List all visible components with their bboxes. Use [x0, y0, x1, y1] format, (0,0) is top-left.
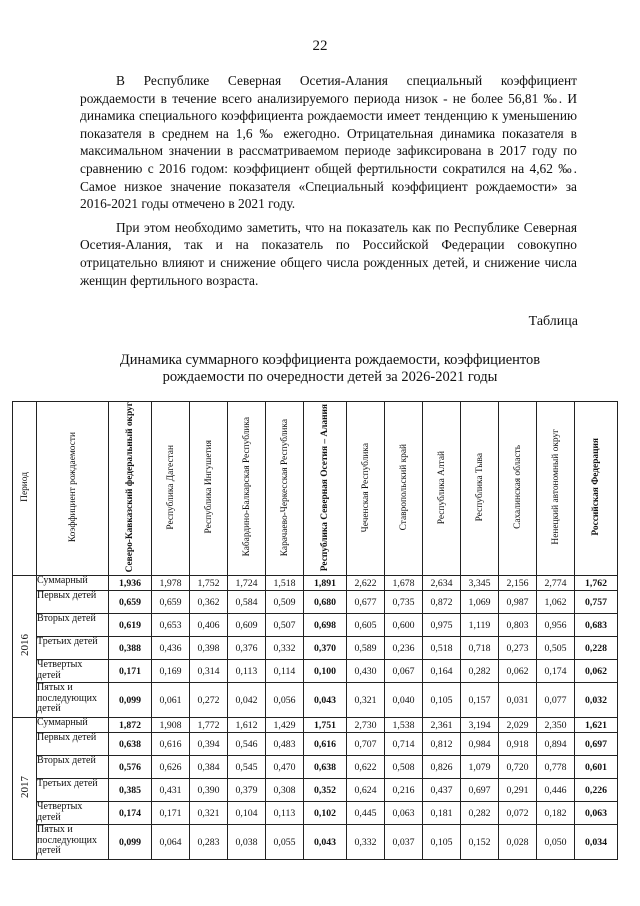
value-cell: 0,031	[499, 683, 537, 718]
value-cell: 0,273	[499, 637, 537, 660]
value-cell: 1,678	[385, 576, 423, 591]
value-cell: 0,508	[385, 756, 423, 779]
value-cell: 0,622	[347, 756, 385, 779]
value-cell: 0,332	[266, 637, 304, 660]
value-cell: 1,119	[461, 614, 499, 637]
header-nenets: Ненецкий автономный округ	[537, 402, 575, 576]
coefficient-label: Суммарный	[37, 718, 109, 733]
value-cell: 0,509	[266, 591, 304, 614]
value-cell: 0,975	[423, 614, 461, 637]
table-row	[13, 779, 618, 802]
value-cell: 0,291	[499, 779, 537, 802]
table-body	[13, 576, 618, 860]
table-row	[13, 614, 618, 637]
value-cell: 0,609	[228, 614, 266, 637]
value-cell: 0,757	[575, 591, 618, 614]
header-kabardino-balkaria: Кабардино-Балкарская Республика	[228, 402, 266, 576]
value-cell: 0,659	[152, 591, 190, 614]
value-cell: 1,762	[575, 576, 618, 591]
value-cell: 0,826	[423, 756, 461, 779]
value-cell: 0,605	[347, 614, 385, 637]
value-cell: 0,616	[304, 733, 347, 756]
value-cell: 0,707	[347, 733, 385, 756]
coefficient-label: Суммарный	[37, 576, 109, 591]
value-cell: 0,437	[423, 779, 461, 802]
table-row	[13, 756, 618, 779]
period-cell: 2017	[13, 718, 37, 860]
value-cell: 0,445	[347, 802, 385, 825]
value-cell: 0,446	[537, 779, 575, 802]
value-cell: 0,067	[385, 660, 423, 683]
value-cell: 0,576	[109, 756, 152, 779]
coefficient-label: Третьих детей	[37, 779, 109, 802]
value-cell: 0,518	[423, 637, 461, 660]
header-russia: Российская Федерация	[575, 402, 618, 576]
value-cell: 1,872	[109, 718, 152, 733]
value-cell: 0,803	[499, 614, 537, 637]
value-cell: 0,683	[575, 614, 618, 637]
value-cell: 0,182	[537, 802, 575, 825]
value-cell: 0,638	[109, 733, 152, 756]
coefficient-label: Первых детей	[37, 733, 109, 756]
value-cell: 0,152	[461, 825, 499, 860]
value-cell: 0,406	[190, 614, 228, 637]
table-row	[13, 802, 618, 825]
value-cell: 0,659	[109, 591, 152, 614]
value-cell: 0,114	[266, 660, 304, 683]
value-cell: 0,984	[461, 733, 499, 756]
coefficient-label: Пятых и последующих детей	[37, 825, 109, 860]
value-cell: 0,321	[190, 802, 228, 825]
value-cell: 0,181	[423, 802, 461, 825]
value-cell: 0,332	[347, 825, 385, 860]
value-cell: 0,174	[537, 660, 575, 683]
value-cell: 0,584	[228, 591, 266, 614]
value-cell: 0,680	[304, 591, 347, 614]
value-cell: 0,282	[461, 660, 499, 683]
value-cell: 0,272	[190, 683, 228, 718]
value-cell: 0,390	[190, 779, 228, 802]
value-cell: 1,079	[461, 756, 499, 779]
value-cell: 1,751	[304, 718, 347, 733]
coefficient-label: Вторых детей	[37, 614, 109, 637]
value-cell: 0,308	[266, 779, 304, 802]
value-cell: 0,236	[385, 637, 423, 660]
coefficient-label: Первых детей	[37, 591, 109, 614]
value-cell: 0,283	[190, 825, 228, 860]
value-cell: 0,062	[499, 660, 537, 683]
value-cell: 0,072	[499, 802, 537, 825]
value-cell: 0,987	[499, 591, 537, 614]
value-cell: 0,956	[537, 614, 575, 637]
value-cell: 0,100	[304, 660, 347, 683]
period-cell: 2016	[13, 576, 37, 718]
value-cell: 0,077	[537, 683, 575, 718]
fertility-table	[12, 401, 618, 860]
value-cell: 1,429	[266, 718, 304, 733]
value-cell: 0,099	[109, 825, 152, 860]
value-cell: 0,063	[575, 802, 618, 825]
value-cell: 0,062	[575, 660, 618, 683]
value-cell: 0,436	[152, 637, 190, 660]
value-cell: 0,034	[575, 825, 618, 860]
value-cell: 0,505	[537, 637, 575, 660]
value-cell: 0,314	[190, 660, 228, 683]
value-cell: 1,891	[304, 576, 347, 591]
value-cell: 1,772	[190, 718, 228, 733]
value-cell: 2,622	[347, 576, 385, 591]
value-cell: 2,350	[537, 718, 575, 733]
value-cell: 0,698	[304, 614, 347, 637]
value-cell: 0,050	[537, 825, 575, 860]
value-cell: 0,164	[423, 660, 461, 683]
value-cell: 1,612	[228, 718, 266, 733]
value-cell: 0,388	[109, 637, 152, 660]
value-cell: 0,812	[423, 733, 461, 756]
table-row	[13, 591, 618, 614]
value-cell: 0,043	[304, 683, 347, 718]
value-cell: 0,714	[385, 733, 423, 756]
coefficient-label: Третьих детей	[37, 637, 109, 660]
table-row	[13, 683, 618, 718]
value-cell: 0,370	[304, 637, 347, 660]
value-cell: 3,345	[461, 576, 499, 591]
value-cell: 0,321	[347, 683, 385, 718]
value-cell: 0,042	[228, 683, 266, 718]
value-cell: 0,431	[152, 779, 190, 802]
value-cell: 0,718	[461, 637, 499, 660]
value-cell: 0,105	[423, 683, 461, 718]
value-cell: 0,589	[347, 637, 385, 660]
value-cell: 0,697	[461, 779, 499, 802]
value-cell: 0,226	[575, 779, 618, 802]
header-sakhalin: Сахалинская область	[499, 402, 537, 576]
header-stavropol: Ставропольский край	[385, 402, 423, 576]
value-cell: 0,601	[575, 756, 618, 779]
value-cell: 0,171	[109, 660, 152, 683]
value-cell: 0,216	[385, 779, 423, 802]
value-cell: 0,171	[152, 802, 190, 825]
value-cell: 0,104	[228, 802, 266, 825]
value-cell: 0,470	[266, 756, 304, 779]
coefficient-label: Четвертых детей	[37, 802, 109, 825]
value-cell: 1,752	[190, 576, 228, 591]
page-number: 22	[312, 38, 328, 54]
value-cell: 0,105	[423, 825, 461, 860]
table-row	[13, 660, 618, 683]
table-label: Таблица	[528, 314, 578, 329]
value-cell: 0,157	[461, 683, 499, 718]
value-cell: 0,394	[190, 733, 228, 756]
value-cell: 1,518	[266, 576, 304, 591]
value-cell: 2,361	[423, 718, 461, 733]
paragraph-1: В Республике Северная Осетия-Алания специальный коэффициент рождаемости в течение всего анализируемого периода низок - не более 56,81 ‰. И динамика специального коэффициента рождаемости имеет тенденцию к уменьшению показателя в среднем на 1,6 ‰ ежегодно. Отрицательная динамика показателя в максимальном значении в рассматриваемом периоде зафиксирована в 2017 году по сравнению с 2016 годом: коэффициент общей фертильности сократился на 4,62 ‰. Самое низкое значение показателя «Специальный коэффициент рождаемости» за 2016-2021 годы отмечено в 2021 году.	[80, 73, 577, 212]
table-row	[13, 733, 618, 756]
value-cell: 0,619	[109, 614, 152, 637]
header-period: Период	[13, 402, 37, 576]
value-cell: 0,600	[385, 614, 423, 637]
value-cell: 0,697	[575, 733, 618, 756]
value-cell: 2,730	[347, 718, 385, 733]
value-cell: 0,624	[347, 779, 385, 802]
value-cell: 1,724	[228, 576, 266, 591]
value-cell: 0,616	[152, 733, 190, 756]
header-ingushetia: Республика Ингушетия	[190, 402, 228, 576]
value-cell: 1,069	[461, 591, 499, 614]
value-cell: 0,064	[152, 825, 190, 860]
value-cell: 0,778	[537, 756, 575, 779]
coefficient-label: Четвертых детей	[37, 660, 109, 683]
value-cell: 0,037	[385, 825, 423, 860]
value-cell: 1,621	[575, 718, 618, 733]
table-row	[13, 576, 618, 591]
value-cell: 0,483	[266, 733, 304, 756]
value-cell: 0,677	[347, 591, 385, 614]
table-caption-line-2: рождаемости по очередности детей за 2026-2021 годы	[162, 369, 498, 385]
value-cell: 0,720	[499, 756, 537, 779]
value-cell: 0,638	[304, 756, 347, 779]
value-cell: 0,362	[190, 591, 228, 614]
value-cell: 0,099	[109, 683, 152, 718]
value-cell: 1,062	[537, 591, 575, 614]
value-cell: 3,194	[461, 718, 499, 733]
header-altai: Республика Алтай	[423, 402, 461, 576]
value-cell: 0,061	[152, 683, 190, 718]
value-cell: 0,507	[266, 614, 304, 637]
value-cell: 0,735	[385, 591, 423, 614]
value-cell: 0,063	[385, 802, 423, 825]
header-north-ossetia: Республика Северная Осетия – Алания	[304, 402, 347, 576]
value-cell: 0,379	[228, 779, 266, 802]
value-cell: 0,040	[385, 683, 423, 718]
value-cell: 0,385	[109, 779, 152, 802]
value-cell: 0,894	[537, 733, 575, 756]
value-cell: 1,538	[385, 718, 423, 733]
header-tyva: Республика Тыва	[461, 402, 499, 576]
value-cell: 0,043	[304, 825, 347, 860]
paragraph-2: При этом необходимо заметить, что на показатель как по Республике Северная Осетия-Алания, так и на показатель по Российской Федерации совокупно отрицательно влияют и снижение общего числа рожденных детей, и снижение числа женщин фертильного возраста.	[80, 219, 577, 288]
value-cell: 0,376	[228, 637, 266, 660]
value-cell: 0,546	[228, 733, 266, 756]
coefficient-label: Пятых и последующих детей	[37, 683, 109, 718]
value-cell: 0,032	[575, 683, 618, 718]
value-cell: 0,055	[266, 825, 304, 860]
value-cell: 0,113	[266, 802, 304, 825]
value-cell: 0,545	[228, 756, 266, 779]
header-coefficient: Коэффициент рождаемости	[37, 402, 109, 576]
value-cell: 1,936	[109, 576, 152, 591]
header-dagestan: Республика Дагестан	[152, 402, 190, 576]
value-cell: 0,384	[190, 756, 228, 779]
value-cell: 0,169	[152, 660, 190, 683]
value-cell: 0,430	[347, 660, 385, 683]
value-cell: 0,352	[304, 779, 347, 802]
value-cell: 1,908	[152, 718, 190, 733]
value-cell: 2,774	[537, 576, 575, 591]
table-row	[13, 718, 618, 733]
header-karachay-cherkessia: Карачаево-Черкесская Республика	[266, 402, 304, 576]
table-caption	[60, 352, 600, 386]
header-chechnya: Чеченская Республика	[347, 402, 385, 576]
value-cell: 0,653	[152, 614, 190, 637]
value-cell: 0,174	[109, 802, 152, 825]
table-row	[13, 637, 618, 660]
value-cell: 0,102	[304, 802, 347, 825]
value-cell: 1,978	[152, 576, 190, 591]
table-caption-line-1: Динамика суммарного коэффициента рождаемости, коэффициентов	[119, 352, 541, 368]
table-header-row	[13, 402, 618, 576]
value-cell: 0,056	[266, 683, 304, 718]
value-cell: 0,113	[228, 660, 266, 683]
value-cell: 0,028	[499, 825, 537, 860]
value-cell: 0,918	[499, 733, 537, 756]
table-row	[13, 825, 618, 860]
coefficient-label: Вторых детей	[37, 756, 109, 779]
value-cell: 0,038	[228, 825, 266, 860]
header-skfo: Северо-Кавказский федеральный округ	[109, 402, 152, 576]
value-cell: 0,872	[423, 591, 461, 614]
value-cell: 0,228	[575, 637, 618, 660]
value-cell: 0,282	[461, 802, 499, 825]
value-cell: 2,634	[423, 576, 461, 591]
value-cell: 2,156	[499, 576, 537, 591]
body-text	[80, 72, 577, 295]
value-cell: 0,398	[190, 637, 228, 660]
value-cell: 0,626	[152, 756, 190, 779]
value-cell: 2,029	[499, 718, 537, 733]
